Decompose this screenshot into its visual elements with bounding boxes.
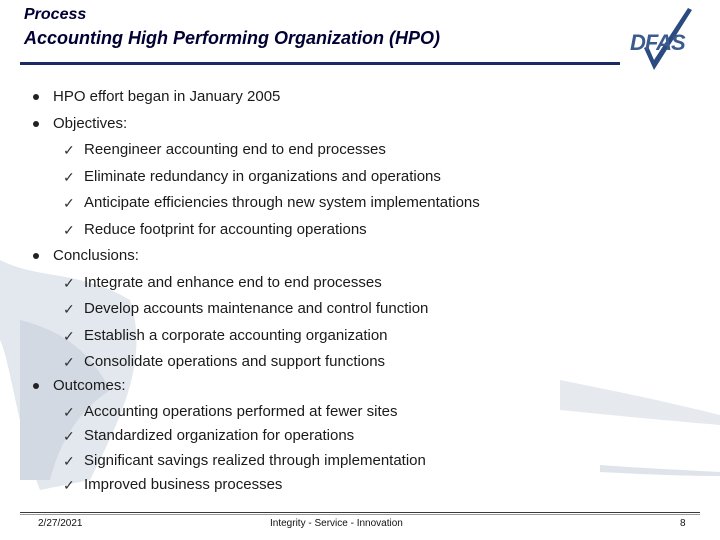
checklist-item: Anticipate efficiencies through new system implementations <box>84 194 480 211</box>
footer-divider <box>20 512 700 513</box>
checklist-item: Reduce footprint for accounting operations <box>84 221 367 238</box>
checklist-item: Consolidate operations and support functions <box>84 353 386 370</box>
checklist-item: Accounting operations performed at fewer sites <box>84 403 398 420</box>
checkmark-icon: ✓ <box>63 142 75 158</box>
checkmark-icon: ✓ <box>63 275 75 291</box>
checklist-item: Standardized organization for operations <box>84 427 355 444</box>
checkmark-icon: ✓ <box>63 428 75 444</box>
checklist-item: Significant savings realized through implementation <box>84 452 426 469</box>
bullet-item: Objectives: <box>53 115 128 132</box>
checkmark-icon: ✓ <box>63 404 75 420</box>
bullet-item: Outcomes: <box>53 377 126 394</box>
bullet-icon <box>33 94 39 100</box>
checkmark-icon: ✓ <box>63 477 75 493</box>
checkmark-icon: ✓ <box>63 354 75 370</box>
bullet-item: HPO effort began in January 2005 <box>53 88 281 105</box>
checkmark-icon: ✓ <box>63 453 75 469</box>
section-kicker: Process <box>24 6 87 23</box>
bullet-icon <box>33 253 39 259</box>
page-title: Accounting High Performing Organization (HPO) <box>24 28 440 48</box>
checklist-item: Eliminate redundancy in organizations and operations <box>84 168 441 185</box>
checkmark-icon: ✓ <box>63 301 75 317</box>
checklist-item: Establish a corporate accounting organization <box>84 327 388 344</box>
footer-divider-secondary <box>20 514 700 515</box>
footer-date: 2/27/2021 <box>38 518 83 529</box>
logo-text: DFAS <box>630 30 685 55</box>
checklist-item: Integrate and enhance end to end processes <box>84 274 382 291</box>
checklist-item: Reengineer accounting end to end processes <box>84 141 386 158</box>
checkmark-icon: ✓ <box>63 169 75 185</box>
page-number: 8 <box>680 518 686 529</box>
checkmark-icon: ✓ <box>63 222 75 238</box>
footer-motto: Integrity - Service - Innovation <box>270 518 403 529</box>
checkmark-icon: ✓ <box>63 328 75 344</box>
checklist-item: Improved business processes <box>84 476 283 493</box>
bullet-icon <box>33 121 39 127</box>
bullet-item: Conclusions: <box>53 247 139 264</box>
bullet-icon <box>33 383 39 389</box>
checklist-item: Develop accounts maintenance and control function <box>84 300 429 317</box>
footer <box>20 510 700 540</box>
checkmark-icon: ✓ <box>63 195 75 211</box>
